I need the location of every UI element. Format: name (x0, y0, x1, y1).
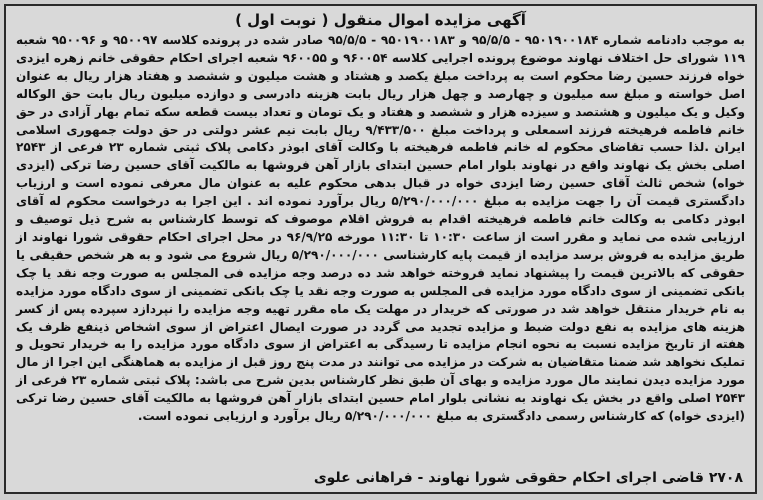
auction-notice (4, 4, 757, 494)
notice-title: آگهی مزایده اموال منقول ( نوبت اول ) (235, 11, 526, 29)
notice-body: به موجب دادنامه شماره ۹۵۰۱۹۰۰۱۸۴ - ۹۵/۵/۵ و ۹۵۰۱۹۰۰۱۸۳ - ۹۵/۵/۵ صادر شده در پرونده کلاسه ۹۵۰۰۹۷ و ۹۵۰۰۹۶ شعبه ۱۱۹ شورای حل اختلاف نهاوند موضوع پرونده اجرایی کلاسه ۹۶۰۰۵۴ و ۹۶۰۰۵۵ شعبه اجرای احکام حقوقی خانم زهره ایزدی خواه فرزند حسین رضا محکوم است به پرداخت مبلغ یکصد و هشتاد و هشت میلیون و ششصد و هفتاد هزار ریال به عنوان اصل خواسته و مبلغ سه میلیون و چهارصد و چهل هزار ریال بابت هزینه دادرسی و دوازده میلیون ریال بابت حق الوکاله وکیل و یک میلیون و هشتصد و سیزده هزار و ششصد و هفتاد و یک تومان و تعداد بیست قطعه سکه تمام بهار آزادی در حق خانم فاطمه فرهیخته فرزند اسمعلی و پرداخت مبلغ ۹/۴۳۳/۵۰۰ ریال بابت نیم عشر دولتی در حق دولت جمهوری اسلامی ایران .لذا حسب تقاضای محکوم له خانم فاطمه فرهیخته با وکالت آقای ابوذر دکامی پلاک ثبتی شماره ۲۳ فرعی از ۲۵۴۳ اصلی بخش یک نهاوند واقع در نهاوند بلوار امام حسین ابتدای بازار آهن فروشها به مالکیت آقای حسین رضا ترکی (ایزدی خواه) شخص ثالث آقای حسین رضا ایزدی خواه در قبال بدهی محکوم علیه به عنوان مال معرفی نموده است و ارزیاب دادگستری قیمت آن را جهت مزایده به مبلغ ۵/۲۹۰/۰۰۰/۰۰۰ ریال برآورد نموده اند . این اجرا به درخواست محکوم له آقای ابوذر دکامی به وکالت خانم فاطمه فرهیخته اقدام به فروش اقلام موصوف که توسط کارشناس به شرح ذیل توصیف و ارزیابی شده می نماید و مقرر است از ساعت ۱۰:۳۰ تا ۱۱:۳۰ مورخه ۹۶/۹/۲۵ در محل اجرای احکام حقوقی شورا نهاوند از طریق مزایده به فروش برسد مزایده از قیمت پایه کارشناسی ۵/۲۹۰/۰۰۰/۰۰۰ ریال شروع می شود و به هر شخص حقیقی یا حقوقی که بالاترین قیمت را پیشنهاد نماید فروخته خواهد شد ده درصد وجه مزایده فی المجلس به صورت وجه نقد یا چک بانکی تضمینی از سوی دادگاه مورد مزایده فی المجلس به صورت وجه نقد یا چک بانکی تضمینی از سوی دادگاه مورد مزایده به نام خریدار منتقل خواهد شد در صورتی که خریدار در مهلت یک ماه مقرر تهیه وجه مزایده را نپردازد سپرده پس از کسر هزینه های مزایده به نفع دولت ضبط و مزایده تجدید می گردد در صورت ایصال اعتراض از سوی اشخاص ذینفع ظرف یک هفته از تاریخ مزایده نسبت به نحوه انجام مزایده تا رسیدگی به اعتراض از سوی دادگاه مورد مزایده را به خریدار تحویل و تملیک نخواهد شد ضمنا متقاضیان به شرکت در مزایده می توانند در مدت پنج روز قبل از مزایده به هماهنگی این اجرا از مال مورد مزایده دیدن نمایند مال مورد مزایده و بهای آن طبق نظر کارشناس بدین شرح می باشد: پلاک ثبتی شماره ۲۳ فرعی از ۲۵۴۳ اصلی واقع در بخش یک نهاوند به نشانی بلوار امام حسین ابتدای بازار آهن فروشها به مالکیت آقای حسین رضا ترکی (ایزدی خواه) که کارشناس رسمی دادگستری به مبلغ ۵/۲۹۰/۰۰۰/۰۰۰ ریال برآورد و ارزیابی نموده است. (16, 33, 746, 424)
notice-footer: ۲۷۰۸ قاضی اجرای احکام حقوقی شورا نهاوند - فراهانی علوی (313, 470, 743, 486)
